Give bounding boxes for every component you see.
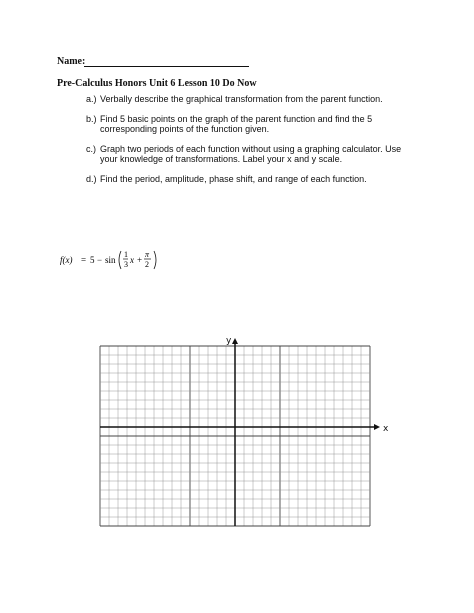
instruction-b: [86, 114, 436, 134]
instructions-list: [86, 94, 436, 194]
worksheet-title: Pre-Calculus Honors Unit 6 Lesson 10 Do Now: [57, 78, 257, 89]
formula-function: sin: [105, 255, 116, 265]
instruction-c-text: Graph two periods of each function without using a graphing calculator. Use your knowledge of transformations. Label your x and y scale.: [100, 144, 402, 164]
formula-right-paren: [154, 251, 156, 269]
instruction-b-text: Find 5 basic points on the graph of the parent function and find the 5 corresponding points of the function given.: [100, 114, 373, 134]
x-axis-label: x: [383, 424, 389, 434]
instruction-d: [86, 174, 436, 184]
instruction-c-marker: c.): [86, 144, 96, 154]
y-axis-arrow: [232, 338, 238, 344]
instruction-d-text: Find the period, amplitude, phase shift, and range of each function.: [100, 174, 367, 184]
function-formula: [60, 245, 170, 275]
coordinate-grid: [100, 336, 389, 516]
instruction-a-text: Verbally describe the graphical transformation from the parent function.: [100, 94, 383, 104]
formula-pi-bottom: 2: [145, 260, 149, 269]
formula-variable: x: [130, 255, 134, 265]
function-formula-svg: [60, 245, 170, 275]
formula-pi-top: π: [145, 250, 150, 259]
x-axis-arrow: [374, 424, 380, 430]
formula-fraction-top: 1: [124, 250, 128, 259]
formula-constant: 5: [90, 255, 95, 265]
instruction-c: [86, 144, 436, 164]
name-field-label: Name:: [57, 56, 86, 67]
formula-equals: =: [81, 255, 87, 265]
instruction-a-marker: a.): [86, 94, 97, 104]
formula-minus: −: [97, 255, 103, 265]
y-axis-label: y: [226, 336, 232, 346]
name-line: [84, 66, 249, 67]
instruction-b-marker: b.): [86, 114, 97, 124]
formula-fraction-bottom: 3: [124, 260, 128, 269]
instruction-d-marker: d.): [86, 174, 97, 184]
instruction-a: [86, 94, 436, 104]
formula-lhs: f(x): [60, 255, 73, 265]
formula-plus: +: [137, 255, 143, 265]
formula-left-paren: [119, 251, 121, 269]
coordinate-grid-svg: [100, 336, 390, 530]
